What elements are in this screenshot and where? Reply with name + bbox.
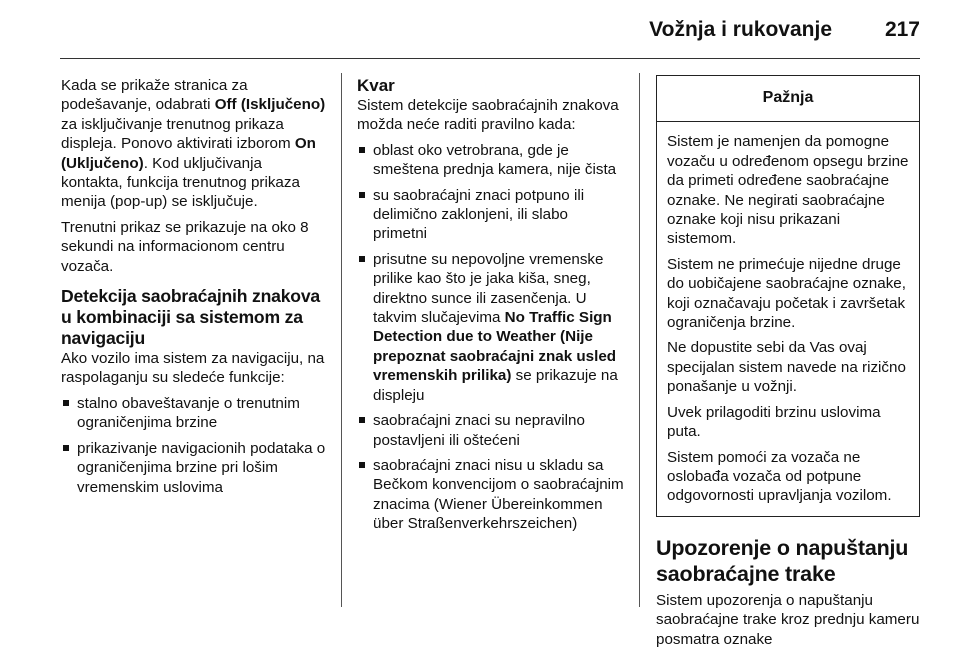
caution-box xyxy=(656,75,920,517)
list-item: oblast oko vetrobrana, gde je smeštena prednja kamera, nije čista xyxy=(357,141,625,180)
section-heading-fault: Kvar xyxy=(357,76,395,95)
caution-box-title: Pažnja xyxy=(657,76,919,122)
section-heading-navigation: Detekcija saobraćajnih znakova u kombinaciji sa sistemom za navigaciju xyxy=(61,286,321,349)
column-divider-2 xyxy=(639,73,640,607)
weather-message-label: No Traffic Sign Detection due to Weather (Nije prepoznat saobraćajni znak usled vremenskih prilika) xyxy=(373,309,617,385)
column-right xyxy=(656,76,920,655)
caution-paragraph: Sistem pomoći za vozača ne oslobađa vozača od potpune odgovornosti upravljanja vozilom. xyxy=(667,448,892,505)
list-item: stalno obaveštavanje o trenutnim ograničenjima brzine xyxy=(61,394,327,433)
list-item: saobraćajni znaci nisu u skladu sa Bečkom konvencijom o saobraćajnim znacima (Wiener Übereinkommen über Straßenverkehrszeichen) xyxy=(357,456,625,534)
list-item: prikazivanje navigacionih podataka o ograničenjima brzine pri lošim vremenskim uslovima xyxy=(61,439,327,497)
caution-box-body xyxy=(657,122,919,515)
paragraph-lane-departure: Sistem upozorenja o napuštanju saobraćajne trake kroz prednju kameru posmatra oznake xyxy=(656,591,920,648)
caution-paragraph: Sistem ne primećuje nijedne druge do uobičajene saobraćajne oznake, koji označavaju početak i završetak ograničenja brzine. xyxy=(667,255,906,332)
list-item: prisutne su nepovoljne vremenske prilike kao što je jaka kiša, sneg, direktno sunce ili zasenčenja. U takvim slučajevima No Traffic Sign Detection due to Weather (Nije prepoznat saobraćajni znak usled vremenskih prilika) se prikazuje na displeju xyxy=(357,250,625,405)
caution-paragraph: Ne dopustite sebi da Vas ovaj specijalan sistem navede na rizično ponašanje u vožnji. xyxy=(667,339,906,396)
page-number: 217 xyxy=(884,18,920,41)
paragraph-display-duration: Trenutni prikaz se prikazuje na oko 8 sekundi na informacionom centru vozača. xyxy=(61,218,309,275)
chapter-title: Vožnja i rukovanje xyxy=(649,18,832,41)
caution-paragraph: Sistem je namenjen da pomogne vozaču u određenom opsegu brzine da primeti određene saobraćajne oznake. Ne negirati saobraćajne oznake koji nisu prikazani sistemom. xyxy=(667,133,909,248)
navigation-feature-list xyxy=(61,394,327,497)
fault-conditions-list xyxy=(357,141,625,534)
column-divider-1 xyxy=(341,73,342,607)
paragraph-navigation-intro: Ako vozilo ima sistem za navigaciju, na raspolaganju su sledeće funkcije: xyxy=(61,350,325,387)
off-option-label: Off (Isključeno) xyxy=(214,96,326,114)
paragraph-fault-intro: Sistem detekcije saobraćajnih znakova možda neće raditi pravilno kada: xyxy=(357,97,619,134)
column-middle xyxy=(357,76,625,540)
column-left xyxy=(61,76,327,503)
list-item: su saobraćajni znaci potpuno ili delimično zaklonjeni, ili slabo primetni xyxy=(357,186,625,244)
section-heading-lane-departure: Upozorenje o napuštanju saobraćajne trake xyxy=(656,535,909,586)
paragraph-display-settings: Kada se prikaže stranica za podešavanje, odabrati Off (Isključeno) za isključivanje trenutnog prikaza displeja. Ponovo aktivirati izborom On (Uključeno). Kod uključivanja kontakta, funkcija trenutnog prikaza menija (pop-up) se isključuje. xyxy=(61,77,326,211)
on-option-label: On (Uključeno) xyxy=(61,135,316,172)
caution-paragraph: Uvek prilagoditi brzinu uslovima puta. xyxy=(667,403,881,441)
list-item: saobraćajni znaci su nepravilno postavljeni ili oštećeni xyxy=(357,411,625,450)
page-header xyxy=(60,0,920,59)
